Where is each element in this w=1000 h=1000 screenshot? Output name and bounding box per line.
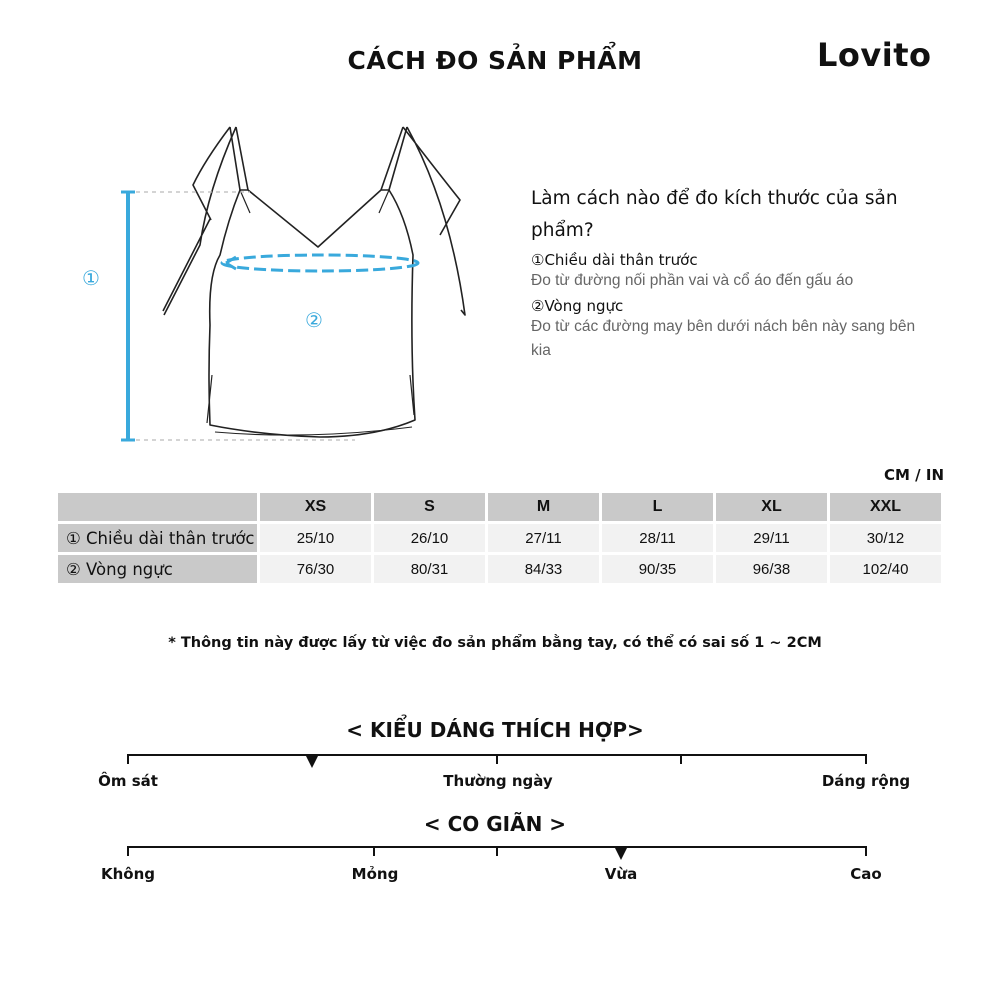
item2-title: ②Vòng ngực (531, 297, 624, 315)
header-cell: L (602, 493, 713, 521)
table-cell: 30/12 (830, 524, 941, 552)
table-cell: 29/11 (716, 524, 827, 552)
table-cell: 80/31 (374, 555, 485, 583)
table-cell: 102/40 (830, 555, 941, 583)
page-title: CÁCH ĐO SẢN PHẨM (347, 46, 643, 75)
table-row (58, 555, 941, 583)
unit-label: CM / IN (884, 466, 944, 484)
scale-tick (496, 754, 498, 764)
scale-tick (127, 754, 129, 764)
table-header-row (58, 493, 941, 521)
row-label: ① Chiều dài thân trước (58, 524, 257, 552)
brand-logo: Lovito (817, 36, 932, 74)
table-row (58, 524, 941, 552)
fit-marker-icon (306, 756, 318, 768)
size-table (55, 490, 944, 586)
stretch-marker-icon (615, 848, 627, 860)
header-cell: M (488, 493, 599, 521)
table-cell: 27/11 (488, 524, 599, 552)
header-cell: S (374, 493, 485, 521)
item1-title: ①Chiều dài thân trước (531, 251, 698, 269)
scale-tick (865, 846, 867, 856)
table-cell: 28/11 (602, 524, 713, 552)
stretch-label: Cao (850, 865, 882, 883)
row-label: ② Vòng ngực (58, 555, 257, 583)
garment-diagram (60, 115, 480, 455)
measure-2-label: ② (305, 308, 323, 332)
table-cell: 84/33 (488, 555, 599, 583)
fit-scale-title: < KIỂU DÁNG THÍCH HỢP> (346, 718, 644, 742)
header-cell (58, 493, 257, 521)
right-strap (381, 127, 407, 190)
stretch-label: Vừa (604, 865, 638, 883)
scale-tick (496, 846, 498, 856)
fit-label: Thường ngày (443, 772, 553, 790)
table-cell: 90/35 (602, 555, 713, 583)
measurement-note: * Thông tin này được lấy từ việc đo sản phẩm bằng tay, có thể có sai số 1 ~ 2CM (168, 635, 822, 651)
scale-tick (680, 754, 682, 764)
header-cell: XL (716, 493, 827, 521)
measure-1-label: ① (82, 266, 100, 290)
stretch-label: Mỏng (351, 865, 399, 883)
stretch-scale-title: < CO GIÃN > (423, 812, 567, 836)
measurement-instructions (531, 183, 931, 363)
fit-label: Ôm sát (98, 772, 158, 790)
table-cell: 26/10 (374, 524, 485, 552)
instructions-question: Làm cách nào để đo kích thước của sản phẩm? (531, 188, 898, 241)
scale-tick (373, 846, 375, 856)
scale-tick (865, 754, 867, 764)
table-cell: 76/30 (260, 555, 371, 583)
table-cell: 25/10 (260, 524, 371, 552)
bust-measure-ellipse (222, 255, 418, 271)
header-cell: XS (260, 493, 371, 521)
left-tie (163, 127, 236, 315)
scale-tick (127, 846, 129, 856)
stretch-label: Không (100, 865, 156, 883)
table-cell: 96/38 (716, 555, 827, 583)
length-measure-line (121, 192, 135, 440)
item1-desc: Đo từ đường nối phần vai và cổ áo đến gấu áo (531, 272, 854, 289)
header-cell: XXL (830, 493, 941, 521)
item2-desc: Đo từ các đường may bên dưới nách bên này sang bên kia (531, 318, 916, 359)
fit-label: Dáng rộng (821, 772, 911, 790)
